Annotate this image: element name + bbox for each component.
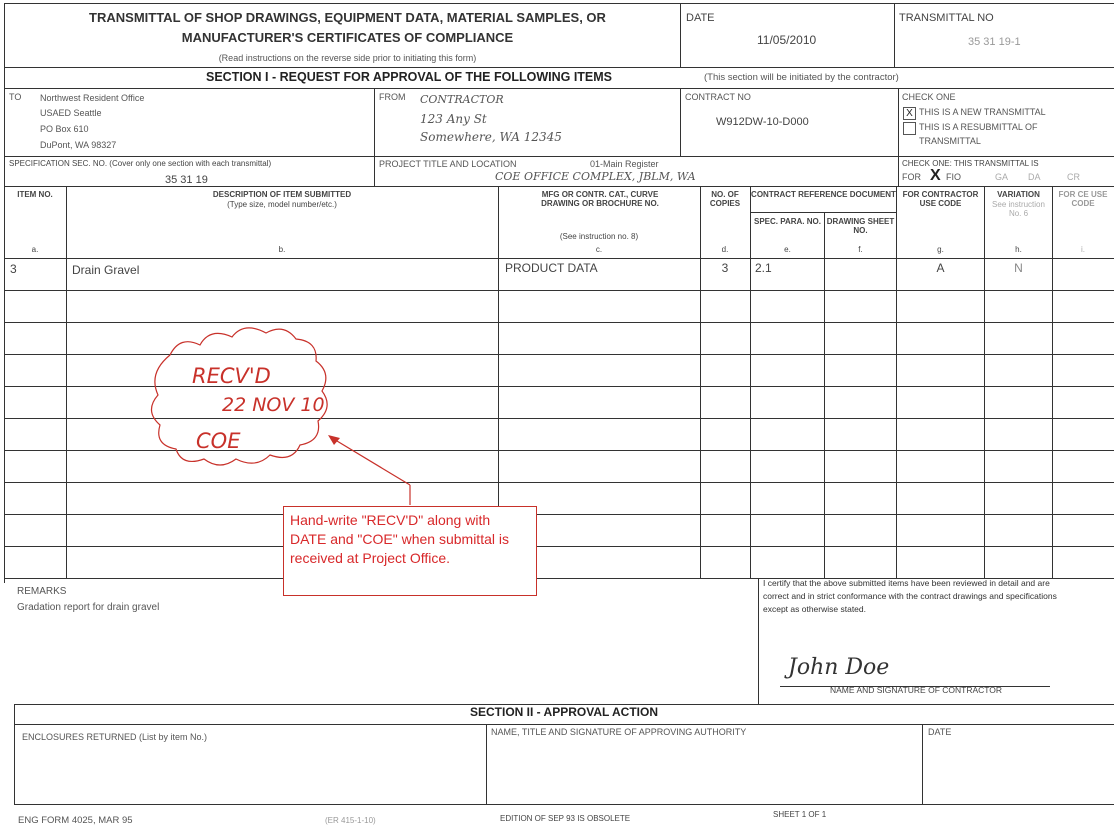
- divider: [374, 156, 375, 186]
- form-title-note: (Read instructions on the reverse side prior to initiating this form): [218, 53, 477, 63]
- divider: [14, 704, 15, 804]
- row1-item: 3: [10, 262, 17, 276]
- divider: [374, 88, 375, 156]
- check-resub-label: THIS IS A RESUBMITTAL OF: [919, 122, 1038, 132]
- divider: [750, 186, 751, 578]
- divider: [894, 3, 895, 67]
- remarks-label: REMARKS: [17, 586, 67, 597]
- section1-heading: SECTION I - REQUEST FOR APPROVAL OF THE FOLLOWING ITEMS: [206, 70, 613, 84]
- divider: [922, 724, 923, 804]
- col-c-sub: (See instruction no. 8): [559, 232, 639, 241]
- project-hand: COE OFFICE COMPLEX, JBLM, WA: [495, 170, 696, 183]
- divider: [680, 88, 681, 156]
- stamp-line1: RECV'D: [192, 364, 271, 388]
- divider: [984, 186, 985, 578]
- enclosures-label: ENCLOSURES RETURNED (List by item No.): [22, 732, 208, 742]
- spec-value: 35 31 19: [165, 174, 208, 186]
- new-transmittal-checkbox[interactable]: X: [903, 107, 916, 120]
- col-a-title: ITEM NO.: [17, 190, 53, 199]
- date-value: 11/05/2010: [757, 33, 817, 47]
- divider: [898, 156, 899, 186]
- rule: [4, 290, 1114, 291]
- remarks-value: Gradation report for drain gravel: [17, 602, 160, 613]
- col-f-letter: f.: [858, 245, 863, 254]
- from-label: FROM: [379, 92, 406, 102]
- rule: [4, 514, 1114, 515]
- divider: [1052, 186, 1053, 578]
- footer-proponent: (ER 415-1-10): [325, 816, 376, 825]
- project-main: 01-Main Register: [590, 159, 659, 169]
- callout-arrow: [320, 430, 420, 510]
- check-new-label: THIS IS A NEW TRANSMITTAL: [919, 107, 1046, 117]
- resubmittal-checkbox[interactable]: [903, 122, 916, 135]
- col-f-title: DRAWING SHEET NO.: [826, 217, 895, 235]
- transmittal-label: TRANSMITTAL NO: [899, 12, 994, 24]
- col-b-title: DESCRIPTION OF ITEM SUBMITTED: [212, 190, 352, 199]
- col-b-sub: (Type size, model number/etc.): [227, 200, 337, 209]
- rule: [14, 804, 1114, 805]
- divider: [486, 724, 487, 804]
- for-ga: GA: [995, 172, 1009, 182]
- form-left-border: [4, 3, 5, 583]
- col-h-title: VARIATION: [997, 190, 1040, 199]
- col-e-title: SPEC. PARA. NO.: [754, 217, 821, 226]
- col-ref-title: CONTRACT REFERENCE DOCUMENT: [751, 190, 896, 199]
- check-resub2-label: TRANSMITTAL: [919, 136, 981, 146]
- from-line-3: Somewhere, WA 12345: [420, 130, 562, 144]
- row1-spec: 2.1: [755, 261, 772, 275]
- spec-label: SPECIFICATION SEC. NO. (Cover only one section with each transmittal): [9, 159, 272, 168]
- form-top-border: [4, 3, 1114, 4]
- row1-code: A: [936, 261, 945, 275]
- instruction-callout: [283, 506, 537, 596]
- check-one2-label: CHECK ONE: THIS TRANSMITTAL IS: [902, 159, 1039, 168]
- col-d-title: NO. OF COPIES: [709, 190, 741, 208]
- rule: [4, 546, 1114, 547]
- col-i-title: FOR CE USE CODE: [1058, 190, 1108, 208]
- contractor-signature: John Doe: [788, 655, 890, 680]
- for-mark: X: [930, 167, 941, 184]
- form-title-line1: TRANSMITTAL OF SHOP DRAWINGS, EQUIPMENT DATA, MATERIAL SAMPLES, OR: [89, 10, 606, 25]
- col-h-sub: See instruction No. 6: [992, 200, 1045, 218]
- divider: [896, 186, 897, 578]
- rule: [4, 186, 1114, 187]
- form-title-line2: MANUFACTURER'S CERTIFICATES OF COMPLIANCE: [181, 30, 514, 45]
- approval-date-label: DATE: [928, 727, 952, 737]
- project-label: PROJECT TITLE AND LOCATION: [379, 159, 517, 169]
- row1-mfg: PRODUCT DATA: [505, 261, 598, 275]
- col-c-letter: c.: [595, 245, 603, 254]
- col-b-letter: b.: [278, 245, 286, 254]
- col-c-title: MFG OR CONTR. CAT., CURVE DRAWING OR BROCHURE NO.: [541, 190, 659, 208]
- to-line-4: DuPont, WA 98327: [40, 140, 117, 150]
- stamp-line3: COE: [196, 429, 241, 453]
- for-label: FOR: [902, 172, 921, 182]
- section2-heading: SECTION II - APPROVAL ACTION: [469, 705, 658, 719]
- to-line-1: Northwest Resident Office: [40, 93, 145, 103]
- from-line-1: CONTRACTOR: [420, 93, 504, 106]
- section1-note: (This section will be initiated by the contractor): [704, 72, 899, 83]
- col-h-letter: h.: [1015, 245, 1022, 254]
- contract-value: W912DW-10-D000: [716, 116, 809, 128]
- col-a-letter: a.: [31, 245, 39, 254]
- to-label: TO: [9, 92, 22, 102]
- col-i-letter: i.: [1081, 245, 1085, 254]
- from-line-2: 123 Any St: [420, 112, 487, 126]
- rule: [4, 67, 1114, 68]
- rule: [4, 156, 1114, 157]
- rule: [14, 724, 1114, 725]
- for-da: DA: [1028, 172, 1041, 182]
- row1-description: Drain Gravel: [72, 263, 140, 277]
- divider: [700, 186, 701, 578]
- to-line-3: PO Box 610: [40, 124, 89, 134]
- for-cr: CR: [1067, 172, 1080, 182]
- divider: [758, 578, 759, 704]
- check-one-label: CHECK ONE: [902, 92, 956, 102]
- divider: [680, 3, 681, 67]
- rule: [4, 258, 1114, 259]
- row1-variation: N: [1014, 261, 1023, 275]
- rule: [4, 88, 1114, 89]
- divider: [898, 88, 899, 156]
- callout-text: Hand-write "RECV'D" along with DATE and "COE" when submittal is received at Project Office.: [290, 512, 509, 566]
- stamp-line2: 22 NOV 10: [222, 394, 325, 416]
- certify-text: I certify that the above submitted items have been reviewed in detail and are correct and in strict conformance with the contract drawings and specifications except as otherwise stated.: [763, 578, 1057, 614]
- footer-edition: EDITION OF SEP 93 IS OBSOLETE: [500, 814, 631, 823]
- row1-copies: 3: [721, 261, 729, 275]
- divider: [66, 186, 67, 578]
- date-label: DATE: [686, 12, 715, 24]
- divider: [824, 212, 825, 578]
- col-e-letter: e.: [784, 245, 791, 254]
- transmittal-value: 35 31 19-1: [968, 36, 1021, 48]
- for-fio: FIO: [946, 172, 961, 182]
- footer-sheet: SHEET 1 OF 1: [773, 810, 827, 819]
- to-line-2: USAED Seattle: [40, 108, 102, 118]
- col-d-letter: d.: [721, 245, 729, 254]
- footer-form: ENG FORM 4025, MAR 95: [18, 815, 133, 826]
- approving-authority-label: NAME, TITLE AND SIGNATURE OF APPROVING AUTHORITY: [491, 727, 747, 737]
- signature-label: NAME AND SIGNATURE OF CONTRACTOR: [830, 685, 1003, 695]
- rule: [4, 322, 1114, 323]
- col-g-title: FOR CONTRACTOR USE CODE: [902, 190, 979, 208]
- col-g-letter: g.: [937, 245, 944, 254]
- rule: [4, 482, 1114, 483]
- contract-label: CONTRACT NO: [685, 92, 751, 102]
- rule: [750, 212, 896, 213]
